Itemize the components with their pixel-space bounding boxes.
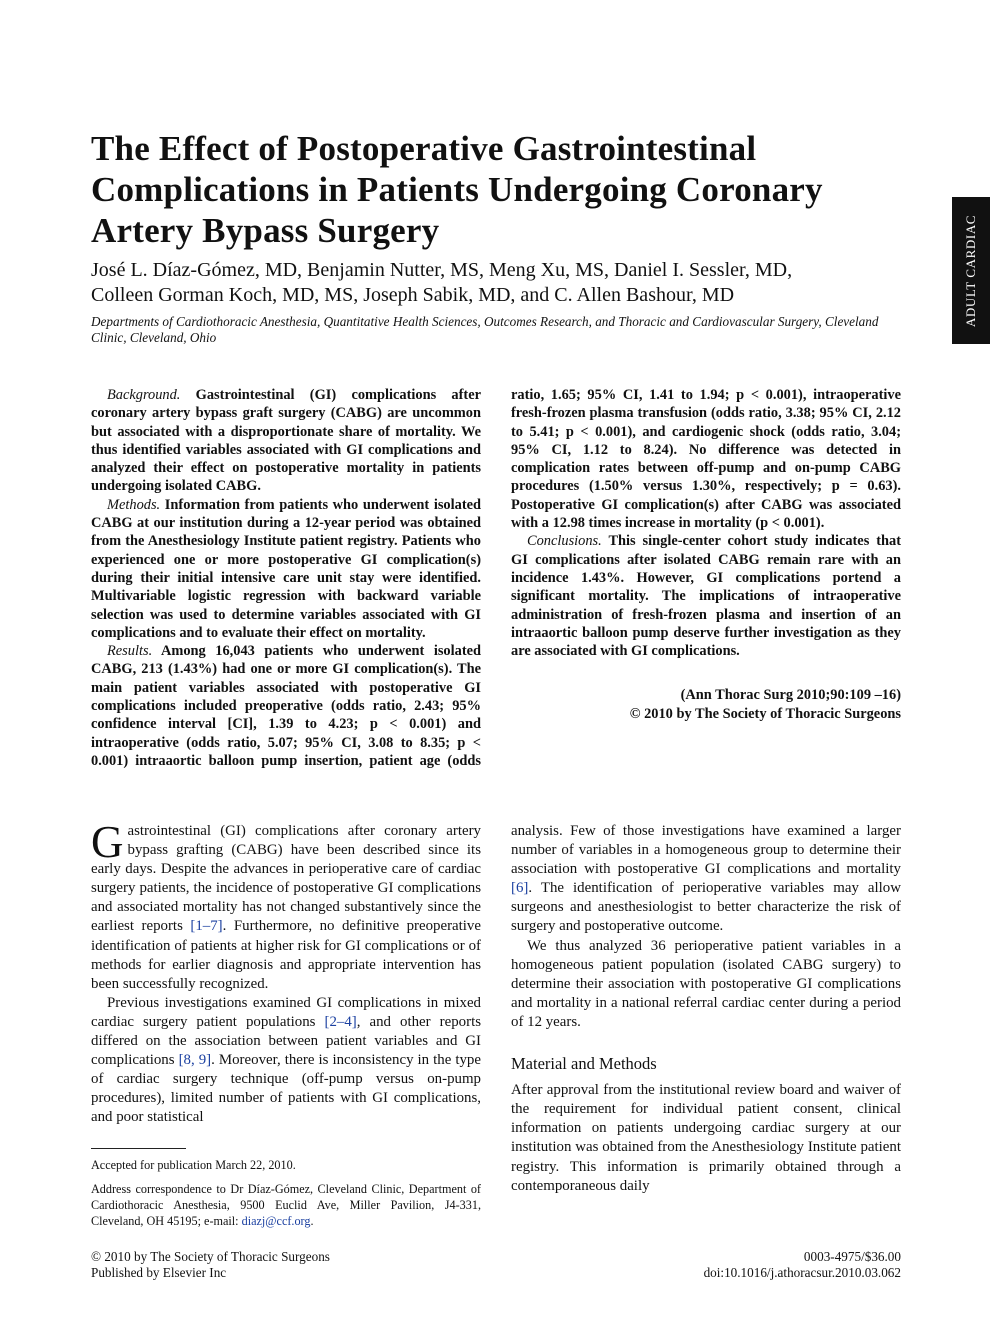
abstract-copyright: © 2010 by The Society of Thoracic Surgeons	[629, 705, 901, 722]
intro-p2-a: Previous investigations examined GI complications in mixed cardiac surgery patient populations	[91, 994, 481, 1030]
reference-link[interactable]: [2–4]	[324, 1013, 357, 1030]
abstract-methods-text: Information from patients who underwent isolated CABG at our institution during a 12-year period was obtained from the Anesthesiology Institute patient registry. Patients who experienced one or more postoperative GI complication(s) during their initial intensive care unit stay were identified. Multivariable logistic regression with backward variable selection was used to determine variables associated with GI complications and to evaluate their effect on mortality.	[91, 496, 481, 641]
footer-right	[704, 1249, 901, 1281]
article-title: The Effect of Postoperative Gastrointestinal Complications in Patients Undergoing Coronary Artery Bypass Surgery	[91, 129, 823, 250]
affiliation: Departments of Cardiothoracic Anesthesia, Quantitative Health Sciences, Outcomes Research, and Thoracic and Cardiovascular Surgery, Cleveland Clinic, Cleveland, Ohio	[91, 314, 879, 345]
intro-p1-text: astrointestinal (GI) complications after coronary artery bypass grafting (CABG) have been described since its early days. Despite the advances in perioperative care of cardiac surgery patients, the incidence of postoperative GI complications and associated mortality has not changed substantively since the earliest reports	[91, 823, 481, 935]
abstract-results-label: Results.	[107, 643, 153, 660]
body-left-column	[91, 817, 481, 1128]
abstract-background-text: Gastrointestinal (GI) complications after coronary artery bypass graft surgery (CABG) are uncommon but associated with a disproportionate share of mortality. We thus identified variables associated with GI complications and analyzed their effect on postoperative mortality in patients undergoing isolated CABG.	[91, 387, 481, 495]
authors-line-1: José L. Díaz-Gómez, MD, Benjamin Nutter, MS, Meng Xu, MS, Daniel I. Sessler, MD,	[91, 259, 793, 281]
footer-doi[interactable]: doi:10.1016/j.athoracsur.2010.03.062	[703, 1265, 901, 1280]
intro-paragraph-4: We thus analyzed 36 perioperative patient variables in a homogeneous patient population (isolated CABG surgery) to determine their association with postoperative GI complications and mortality in a national referral cardiac center during a period of 12 years.	[511, 937, 901, 1030]
abstract-conclusions-label: Conclusions.	[527, 533, 602, 550]
footer-issn: 0003-4975/$36.00	[803, 1249, 901, 1264]
footnote-divider	[91, 1148, 186, 1149]
authors-line-2: Colleen Gorman Koch, MD, MS, Joseph Sabik, MD, and C. Allen Bashour, MD	[91, 284, 735, 306]
intro-p2-c: . Moreover, there is inconsistency in the type of cardiac surgery technique (off-pump versus on-pump procedures), limited number of patients with GI complications, and poor statistical	[91, 1052, 481, 1126]
footer-copyright: © 2010 by The Society of Thoracic Surgeons	[91, 1249, 330, 1264]
abstract	[91, 386, 901, 786]
abstract-background	[91, 386, 481, 496]
reference-link[interactable]: [6]	[511, 880, 529, 897]
intro-p2-b: , and other reports differed on the association between patient variables and GI complications	[91, 1013, 481, 1069]
abstract-conclusions-text: This single-center cohort study indicates that GI complications after isolated CABG remain rare with an incidence 1.43%. However, GI complications portend a significant mortality. The implications of intraoperative administration of fresh-frozen plasma and insertion of an intraaortic balloon pump deserve further investigation as they are associated with GI complications.	[511, 533, 902, 660]
methods-paragraph-1: After approval from the institutional review board and waiver of the requirement for individual patient consent, clinical information on patients undergoing cardiac surgery at our institution was obtained from the Anesthesiology Institute patient registry. This information is primarily obtained through a contemporaneous daily	[511, 1082, 901, 1194]
email-link[interactable]: diazj@ccf.org	[241, 1214, 311, 1228]
intro-paragraph-3	[511, 822, 901, 937]
journal-citation	[511, 686, 901, 723]
section-tab-label: ADULT CARDIAC	[963, 214, 978, 327]
intro-p3-b: . The identification of perioperative variables may allow surgeons and anesthesiologist to better characterize the risk of surgery and postoperative outcome.	[511, 880, 901, 935]
abstract-background-label: Background.	[107, 387, 181, 403]
correspondence-note	[91, 1181, 481, 1229]
section-heading: Material and Methods	[511, 1054, 657, 1074]
body-right-column	[511, 822, 901, 1196]
footer-left	[91, 1249, 330, 1281]
section-tab-adult-cardiac	[952, 197, 990, 344]
abstract-conclusions	[511, 532, 901, 660]
correspondence-text: Address correspondence to Dr Díaz-Gómez, Cleveland Clinic, Department of Cardiothoracic Anesthesia, 9500 Euclid Ave, Miller Pavilion, J4-331, Cleveland, OH 45195; e-mail:	[91, 1182, 481, 1228]
accepted-note: Accepted for publication March 22, 2010.	[91, 1158, 296, 1172]
footer-publisher: Published by Elsevier Inc	[91, 1265, 227, 1280]
intro-paragraph-1	[91, 817, 481, 994]
abstract-methods	[91, 496, 481, 642]
reference-link[interactable]: [8, 9]	[178, 1052, 212, 1069]
author-list	[91, 258, 921, 308]
drop-cap: G	[91, 817, 124, 867]
intro-p1-end: . Furthermore, no definitive preoperative identification of patients at higher risk for GI complications or of methods for earlier diagnosis and appropriate intervention has been successfully recognized.	[91, 918, 481, 992]
intro-p3-a: analysis. Few of those investigations have examined a larger number of variables in a homogeneous group to determine their association with postoperative GI complications and mortality	[511, 823, 901, 878]
reference-link[interactable]: [1–7]	[190, 918, 223, 935]
intro-paragraph-2	[91, 994, 481, 1128]
correspondence-end: .	[310, 1214, 314, 1228]
abstract-results-text: Among 16,043 patients who underwent isolated CABG, 213 (1.43%) had one or more GI complication(s). The main patient variables associated with postoperative GI complications included preoperative (odds ratio, 2.43; 95% confidence interval [CI], 1.39 to 4.23; p < 0.001) and intraoperative (odds ratio, 5.07; 95% CI, 3.08 to 8.35; p < 0.001) intraaortic balloon pump insertion, patient age (odds ratio, 1.65; 95% CI, 1.41 to 1.94; p < 0.001), intraoperative fresh-frozen plasma transfusion (odds ratio, 3.38; 95% CI, 2.12 to 5.41; p < 0.001), and cardiogenic shock (odds ratio, 3.04; 95% CI, 1.12 to 8.24). No difference was detected in complication rates between off-pump and on-pump CABG procedures (1.50% versus 1.30%, respectively; p = 0.63). Postoperative GI complication(s) after CABG was associated with a 12.98 times increase in mortality (p < 0.001).	[91, 387, 901, 769]
citation-text: (Ann Thorac Surg 2010;90:109 –16)	[680, 687, 901, 704]
footnotes	[91, 1157, 481, 1237]
abstract-methods-label: Methods.	[107, 496, 161, 513]
